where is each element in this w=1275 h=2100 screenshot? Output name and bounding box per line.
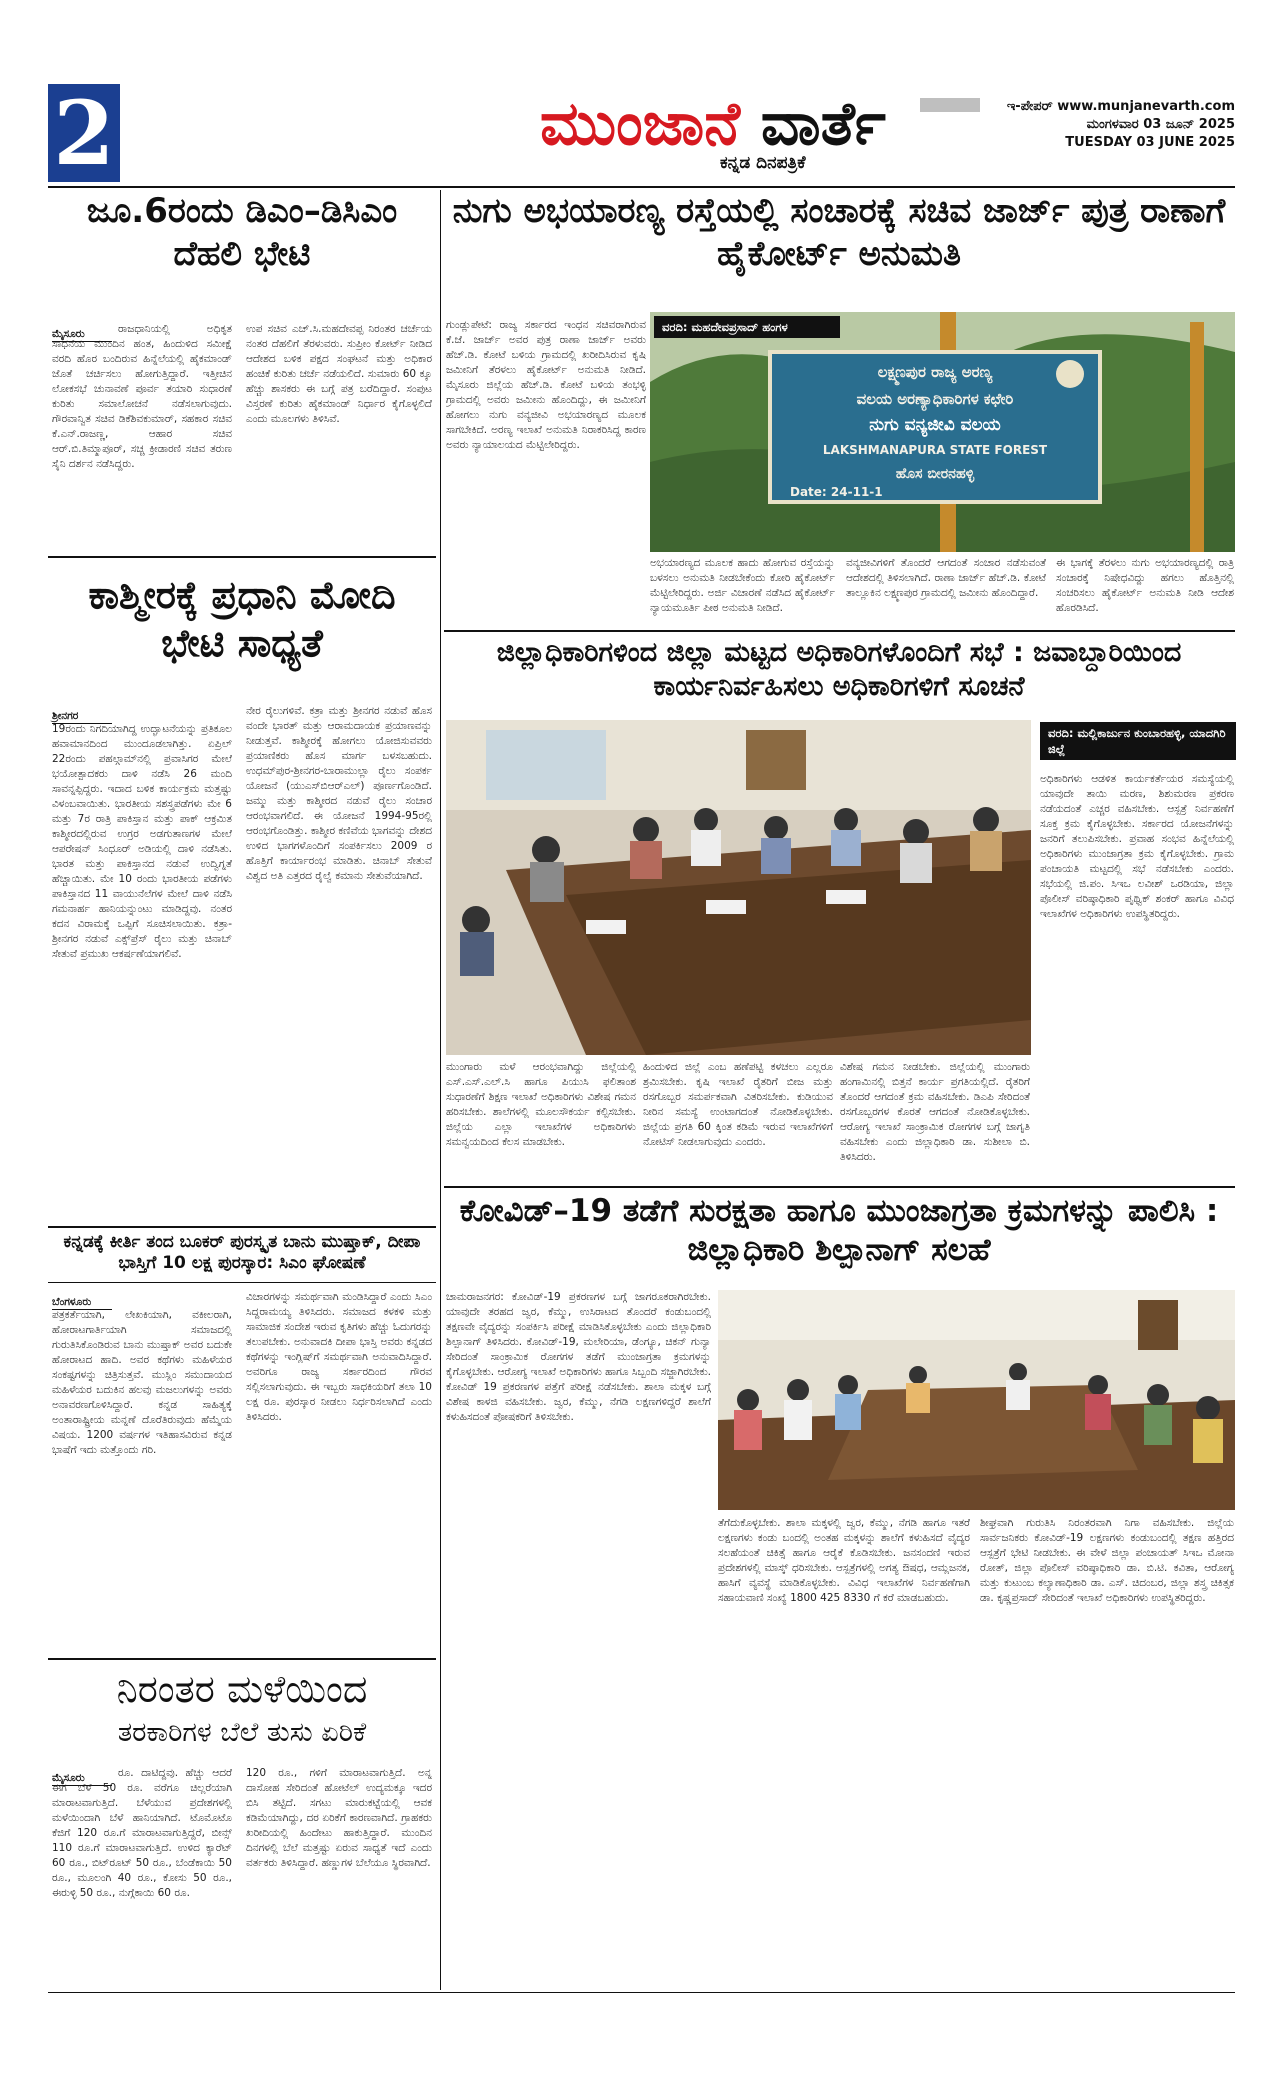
nugu-body-col-c: ವನ್ಯಜೀವಿಗಳಿಗೆ ತೊಂದರೆ ಆಗದಂತೆ ಸಂಚಾರ ನಡೆಸುವಂತೆ ಆದೇಶದಲ್ಲಿ ತಿಳಿಸಲಾಗಿದೆ. ರಾಣಾ ಜಾರ್ಜ್ ಹೆಚ್.ಡಿ. ಕೋಟೆ ತಾಲ್ಲೂಕಿನ ಲಕ್ಷ್ಮಣಪುರ ಗ್ರಾಮದಲ್ಲಿ ಜಮೀನು ಹೊಂದಿದ್ದಾರೆ. (846, 557, 1046, 599)
delhi-headline: ಜೂ.6ರಂದು ಡಿಎಂ–ಡಿಸಿಎಂ ದೆಹಲಿ ಭೇಟಿ (86, 191, 398, 274)
column-divider (440, 190, 441, 1990)
award-dateline: ಬೆಂಗಳೂರು (52, 1290, 112, 1310)
sign-line-5: ಹೊಸ ಬೀರನಹಳ್ಳಿ (895, 466, 975, 482)
delhi-body-col1: ರಾಜಧಾನಿಯಲ್ಲಿ ಅಧಿಕೃತ ಸಾಧನೆಯ ಮುಂದಿನ ಹಂತ, ಹಿಂದುಳಿದ ಸಮೀಕ್ಷೆ ವರದಿ ಹೊರ ಬಂದಿರುವ ಹಿನ್ನೆಲೆಯಲ್ಲಿ ಹೈಕಮಾಂಡ್ ಜೊತೆ ಚರ್ಚಿಸಲು ಹೋಗುತ್ತಿದ್ದಾರೆ. ಇತ್ತೀಚಿನ ಲೋಕಸಭೆ ಚುನಾವಣೆ ಪೂರ್ವ ತಯಾರಿ ಸುಧಾರಣೆ ಕುರಿತು ಸಮಾಲೋಚನೆ ನಡೆಸಲಾಗುವುದು. ಗೌರವಾನ್ವಿತ ಸಚಿವ ಡಿಕೆಶಿವಕುಮಾರ್, ಸಹಕಾರ ಸಚಿವ ಕೆ.ಎನ್.ರಾಜಣ್ಣ, ಆಹಾರ ಸಚಿವ ಆರ್.ಬಿ.ತಿಮ್ಮಾಪೂರ್, ಸಚ್ಚ ಕ್ರೀಡಾರಣಿ ಸಚಿವ ತರುಣ ಸೈನಿ ದರ್ಶನ ನಡೆಸಿದ್ದರು. (52, 323, 232, 470)
date-kannada: ಮಂಗಳವಾರ 03 ಜೂನ್ 2025 (1086, 117, 1235, 132)
section-divider (48, 1282, 436, 1283)
section-divider (48, 1658, 436, 1660)
sign-line-4: LAKSHMANAPURA STATE FOREST (822, 443, 1048, 457)
kashmir-dateline: ಶ್ರೀನಗರ (52, 704, 112, 724)
covid-intro: ಚಾಮರಾಜನಗರ: ಕೋವಿಡ್-19 ಪ್ರಕರಣಗಳ ಬಗ್ಗೆ ಜಾಗರೂಕರಾಗಿರಬೇಕು. ಯಾವುದೇ ತರಹದ ಜ್ವರ, ಕೆಮ್ಮು, ಉಸಿರಾಟದ ತೊಂದರೆ ಕಂಡುಬಂದಲ್ಲಿ ತಕ್ಷಣವೇ ವೈದ್ಯರನ್ನು ಸಂಪರ್ಕಿಸಿ ಪರೀಕ್ಷೆ ಮಾಡಿಸಿಕೊಳ್ಳಬೇಕು ಎಂದು ಜಿಲ್ಲಾಧಿಕಾರಿ ಶಿಲ್ಪಾನಾಗ್ ತಿಳಿಸಿದರು. ಕೋವಿಡ್-19, ಮಲೇರಿಯಾ, ಡೆಂಗ್ಯೂ, ಚಿಕನ್ ಗುನ್ಯಾ ಸೇರಿದಂತೆ ಸಾಂಕ್ರಾಮಿಕ ರೋಗಗಳ ತಡೆಗೆ ಮುಂಜಾಗ್ರತಾ ಕ್ರಮಗಳನ್ನು ಕೈಗೊಳ್ಳಬೇಕು. ಆರೋಗ್ಯ ಇಲಾಖೆ ಅಧಿಕಾರಿಗಳು ಹಾಗೂ ಸಿಬ್ಬಂದಿ ಸಜ್ಜಾಗಿರಬೇಕು. ಕೋವಿಡ್ 19 ಪ್ರಕರಣಗಳ ಪತ್ತೆಗೆ ಪರೀಕ್ಷೆ ನಡೆಸಬೇಕು. ಶಾಲಾ ಮಕ್ಕಳ ಬಗ್ಗೆ ವಿಶೇಷ ಕಾಳಜಿ ವಹಿಸಬೇಕು. ಜ್ವರ, ಕೆಮ್ಮು, ನೆಗಡಿ ಲಕ್ಷಣಗಳಿದ್ದರೆ ಶಾಲೆಗೆ ಕಳುಹಿಸದಂತೆ ಪೋಷಕರಿಗೆ ತಿಳಿಸಬೇಕು. (446, 1291, 711, 1423)
epaper-url[interactable]: ಇ-ಪೇಪರ್ www.munjanevarth.com (1006, 99, 1235, 114)
nugu-body-col-b: ಅಭಯಾರಣ್ಯದ ಮೂಲಕ ಹಾದು ಹೋಗುವ ರಸ್ತೆಯನ್ನು ಬಳಸಲು ಅನುಮತಿ ನೀಡಬೇಕೆಂದು ಕೋರಿ ಹೈಕೋರ್ಟ್ ಮೆಟ್ಟಿಲೇರಿದ್ದರು. ಅರ್ಜಿ ವಿಚಾರಣೆ ನಡೆಸಿದ ಹೈಕೋರ್ಟ್ ನ್ಯಾಯಮೂರ್ತಿ ಪೀಠ ಅನುಮತಿ ನೀಡಿದೆ. (650, 557, 835, 614)
dc-meeting-body-col2: ಹಿಂದುಳಿದ ಜಿಲ್ಲೆ ಎಂಬ ಹಣೆಪಟ್ಟಿ ಕಳಚಲು ಎಲ್ಲರೂ ಶ್ರಮಿಸಬೇಕು. ಕೃಷಿ ಇಲಾಖೆ ರೈತರಿಗೆ ಬೀಜ ಮತ್ತು ರಸಗೊಬ್ಬರ ಸಮರ್ಪಕವಾಗಿ ವಿತರಿಸಬೇಕು. ಕುಡಿಯುವ ನೀರಿನ ಸಮಸ್ಯೆ ಉಂಟಾಗದಂತೆ ನೋಡಿಕೊಳ್ಳಬೇಕು. ಜಿಲ್ಲೆಯ ಪ್ರಗತಿ 60 ಕ್ಕಿಂತ ಕಡಿಮೆ ಇರುವ ಇಲಾಖೆಗಳಿಗೆ ನೋಟಿಸ್ ನೀಡಲಾಗುವುದು ಎಂದರು. (643, 1061, 833, 1148)
kashmir-headline: ಕಾಶ್ಮೀರಕ್ಕೆ ಪ್ರಧಾನಿ ಮೋದಿ ಭೇಟಿ ಸಾಧ್ಯತೆ (88, 573, 396, 665)
dc-meeting-reporter-badge: ವರದಿ: ಮಲ್ಲಿಕಾರ್ಜುನ ಕುಂಬಾರಹಳ್ಳಿ, ಯಾದಗಿರಿ ಜಿಲ್ಲೆ (1040, 722, 1236, 760)
nugu-reporter-badge: ವರದಿ: ಮಹದೇವಪ್ರಸಾದ್ ಹಂಗಳ (654, 316, 840, 338)
section-divider (48, 556, 436, 558)
footer-divider (48, 1992, 1235, 1993)
delhi-dateline: ಮೈಸೂರು (52, 322, 112, 342)
nugu-photo (650, 312, 1235, 552)
covid-body-col2: ಶೀಘ್ರವಾಗಿ ಗುರುತಿಸಿ ನಿರಂತರವಾಗಿ ನಿಗಾ ವಹಿಸಬೇಕು. ಜಿಲ್ಲೆಯ ಸಾರ್ವಜನಿಕರು ಕೋವಿಡ್-19 ಲಕ್ಷಣಗಳು ಕಂಡುಬಂದಲ್ಲಿ ತಕ್ಷಣ ಹತ್ತಿರದ ಆಸ್ಪತ್ರೆಗೆ ಭೇಟಿ ನೀಡಬೇಕು. ಈ ವೇಳೆ ಜಿಲ್ಲಾ ಪಂಚಾಯತ್ ಸಿಇಒ ಮೋನಾ ರೋತ್, ಜಿಲ್ಲಾ ಪೊಲೀಸ್ ವರಿಷ್ಠಾಧಿಕಾರಿ ಡಾ. ಬಿ.ಟಿ. ಕವಿತಾ, ಆರೋಗ್ಯ ಮತ್ತು ಕುಟುಂಬ ಕಲ್ಯಾಣಾಧಿಕಾರಿ ಡಾ. ಎಸ್. ಚಿದಂಬರ, ಜಿಲ್ಲಾ ಶಸ್ತ್ರ ಚಿಕಿತ್ಸಕ ಡಾ. ಕೃಷ್ಣಪ್ರಸಾದ್ ಸೇರಿದಂತೆ ಇಲಾಖೆ ಅಧಿಕಾರಿಗಳು ಉಪಸ್ಥಿತರಿದ್ದರು. (980, 1517, 1234, 1604)
dc-meeting-side-text: ಅಧಿಕಾರಿಗಳು ಆಡಳಿತ ಕಾರ್ಯಕರ್ತೆಯರ ಸಮಸ್ಯೆಯಲ್ಲಿ ಯಾವುದೇ ತಾಯಿ ಮರಣ, ಶಿಶುಮರಣ ಪ್ರಕರಣ ನಡೆಯದಂತೆ ಎಚ್ಚರ ವಹಿಸಬೇಕು. ಆಸ್ಪತ್ರೆ ನಿರ್ವಹಣೆಗೆ ಸೂಕ್ತ ಕ್ರಮ ಕೈಗೊಳ್ಳಬೇಕು. ಸರ್ಕಾರದ ಯೋಜನೆಗಳನ್ನು ಜನರಿಗೆ ತಲುಪಿಸಬೇಕು. ಪ್ರವಾಹ ಸಂಭವ ಹಿನ್ನೆಲೆಯಲ್ಲಿ ಅಧಿಕಾರಿಗಳು ಮುಂಜಾಗ್ರತಾ ಕ್ರಮ ಕೈಗೊಳ್ಳಬೇಕು. ಗ್ರಾಮ ಪಂಚಾಯತಿ ಮಟ್ಟದಲ್ಲಿ ಸಭೆ ನಡೆಸಬೇಕು ಎಂದರು. ಸಭೆಯಲ್ಲಿ ಜಿ.ಪಂ. ಸಿಇಒ ಲವೀಶ್ ಒರಡಿಯಾ, ಜಿಲ್ಲಾ ಪೊಲೀಸ್ ವರಿಷ್ಠಾಧಿಕಾರಿ ಪೃಥ್ವಿಕ್ ಶಂಕರ್ ಹಾಗೂ ವಿವಿಧ ಇಲಾಖೆಗಳ ಅಧಿಕಾರಿಗಳು ಉಪಸ್ಥಿತರಿದ್ದರು. (1040, 773, 1234, 920)
sign-date: Date: 24-11-1 (790, 485, 883, 499)
covid-body-col1: ತೆಗೆದುಕೊಳ್ಳಬೇಕು. ಶಾಲಾ ಮಕ್ಕಳಲ್ಲಿ ಜ್ವರ, ಕೆಮ್ಮು, ನೆಗಡಿ ಹಾಗೂ ಇತರೆ ಲಕ್ಷಣಗಳು ಕಂಡು ಬಂದಲ್ಲಿ ಅಂತಹ ಮಕ್ಕಳನ್ನು ಶಾಲೆಗೆ ಕಳುಹಿಸದೆ ವೈದ್ಯರ ಸಲಹೆಯಂತೆ ಚಿಕಿತ್ಸೆ ಹಾಗೂ ಆರೈಕೆ ಕೊಡಿಸಬೇಕು. ಜನಸಂದಣಿ ಇರುವ ಪ್ರದೇಶಗಳಲ್ಲಿ ಮಾಸ್ಕ್ ಧರಿಸಬೇಕು. ಆಸ್ಪತ್ರೆಗಳಲ್ಲಿ ಅಗತ್ಯ ಔಷಧ, ಆಮ್ಲಜನಕ, ಹಾಸಿಗೆ ವ್ಯವಸ್ಥೆ ಮಾಡಿಕೊಳ್ಳಬೇಕು. ವಿವಿಧ ಇಲಾಖೆಗಳ ನಿರ್ವಹಣೆಗಾಗಿ ಸಹಾಯವಾಣಿ ಸಂಖ್ಯೆ 1800 425 8330 ಗೆ ಕರೆ ಮಾಡಬಹುದು. (718, 1517, 970, 1604)
dc-meeting-body-col1: ಮುಂಗಾರು ಮಳೆ ಆರಂಭವಾಗಿದ್ದು ಜಿಲ್ಲೆಯಲ್ಲಿ ಎಸ್.ಎಸ್.ಎಲ್.ಸಿ ಹಾಗೂ ಪಿಯುಸಿ ಫಲಿತಾಂಶ ಸುಧಾರಣೆಗೆ ಶಿಕ್ಷಣ ಇಲಾಖೆ ಅಧಿಕಾರಿಗಳು ವಿಶೇಷ ಗಮನ ಹರಿಸಬೇಕು. ಶಾಲೆಗಳಲ್ಲಿ ಮೂಲಸೌಕರ್ಯ ಕಲ್ಪಿಸಬೇಕು. ಜಿಲ್ಲೆಯ ಎಲ್ಲಾ ಇಲಾಖೆಗಳ ಅಧಿಕಾರಿಗಳು ಸಮನ್ವಯದಿಂದ ಕೆಲಸ ಮಾಡಬೇಕು. (446, 1061, 636, 1148)
page-number: 2 (48, 84, 120, 182)
masthead-right (920, 98, 1235, 152)
logo-part-1: ಮುಂಜಾನೆ (540, 89, 740, 159)
rain-headline-line1: ನಿರಂತರ ಮಳೆಯಿಂದ (116, 1667, 368, 1711)
sign-line-2: ವಲಯ ಅರಣ್ಯಾಧಿಕಾರಿಗಳ ಕಛೇರಿ (856, 390, 1014, 408)
award-body-col1: ಪತ್ರಕರ್ತೆಯಾಗಿ, ಲೇಖಕಿಯಾಗಿ, ವಕೀಲರಾಗಿ, ಹೋರಾಟಗಾರ್ತಿಯಾಗಿ ಸಮಾಜದಲ್ಲಿ ಗುರುತಿಸಿಕೊಂಡಿರುವ ಬಾನು ಮುಷ್ತಾಕ್ ಅವರ ಬದುಕೇ ಹೋರಾಟದ ಹಾದಿ. ಅವರ ಕಥೆಗಳು ಮಹಿಳೆಯರ ಸಂಕಷ್ಟಗಳನ್ನು ಚಿತ್ರಿಸುತ್ತವೆ. ಮುಸ್ಲಿಂ ಸಮುದಾಯದ ಮಹಿಳೆಯರ ಬದುಕಿನ ಹಲವು ಮಜಲುಗಳನ್ನು ಅವರು ಅನಾವರಣಗೊಳಿಸಿದ್ದಾರೆ. ಕನ್ನಡ ಸಾಹಿತ್ಯಕ್ಕೆ ಅಂತಾರಾಷ್ಟ್ರೀಯ ಮನ್ನಣೆ ದೊರೆತಿರುವುದು ಹೆಮ್ಮೆಯ ವಿಷಯ. 1200 ವರ್ಷಗಳ ಇತಿಹಾಸವಿರುವ ಕನ್ನಡ ಭಾಷೆಗೆ ಇದು ಮತ್ತೊಂದು ಗರಿ. (52, 1309, 232, 1456)
sign-line-3: ನುಗು ವನ್ಯಜೀವಿ ವಲಯ (869, 415, 1001, 435)
section-divider (444, 630, 1235, 632)
date-english: TUESDAY 03 JUNE 2025 (1065, 135, 1235, 150)
covid-headline: ಕೋವಿಡ್–19 ತಡೆಗೆ ಸುರಕ್ಷತಾ ಹಾಗೂ ಮುಂಜಾಗ್ರತಾ ಕ್ರಮಗಳನ್ನು ಪಾಲಿಸಿ : ಜಿಲ್ಲಾಧಿಕಾರಿ ಶಿಲ್ಪಾನಾಗ್ ಸಲಹೆ (459, 1193, 1219, 1268)
nugu-intro: ಗುಂಡ್ಲುಪೇಟೆ: ರಾಜ್ಯ ಸರ್ಕಾರದ ಇಂಧನ ಸಚಿವರಾಗಿರುವ ಕೆ.ಜೆ. ಜಾರ್ಜ್ ಅವರ ಪುತ್ರ ರಾಣಾ ಜಾರ್ಜ್ ಅವರು ಹೆಚ್.ಡಿ. ಕೋಟೆ ಬಳಿಯ ಗ್ರಾಮದಲ್ಲಿ ಖರೀದಿಸಿರುವ ಕೃಷಿ ಜಮೀನಿಗೆ ತೆರಳಲು ಹೈಕೋರ್ಟ್ ಅನುಮತಿ ನೀಡಿದೆ. ಮೈಸೂರು ಜಿಲ್ಲೆಯ ಹೆಚ್.ಡಿ. ಕೋಟೆ ಬಳಿಯ ತಂಭಳ್ಳಿ ಗ್ರಾಮದಲ್ಲಿ ಅವರು ಜಮೀನು ಹೊಂದಿದ್ದು, ಈ ಜಮೀನಿಗೆ ಹೋಗಲು ನುಗು ವನ್ಯಜೀವಿ ಅಭಯಾರಣ್ಯದ ಮೂಲಕ ಸಾಗಬೇಕಿದೆ. ಅರಣ್ಯ ಇಲಾಖೆ ಅನುಮತಿ ನಿರಾಕರಿಸಿದ್ದ ಕಾರಣ ಅವರು ನ್ಯಾಯಾಲಯದ ಮೆಟ್ಟಿಲೇರಿದ್ದರು. (446, 319, 646, 451)
masthead-rule (920, 98, 980, 112)
section-divider (444, 1186, 1235, 1188)
masthead-subtitle: ಕನ್ನಡ ದಿನಪತ್ರಿಕೆ (720, 153, 806, 173)
section-divider (48, 1226, 436, 1228)
covid-photo (718, 1290, 1235, 1510)
masthead-logo (540, 89, 886, 159)
dc-meeting-body-col3: ವಿಶೇಷ ಗಮನ ನೀಡಬೇಕು. ಜಿಲ್ಲೆಯಲ್ಲಿ ಮುಂಗಾರು ಹಂಗಾಮಿನಲ್ಲಿ ಬಿತ್ತನೆ ಕಾರ್ಯ ಪ್ರಗತಿಯಲ್ಲಿದೆ. ರೈತರಿಗೆ ತೊಂದರೆ ಆಗದಂತೆ ಕ್ರಮ ವಹಿಸಬೇಕು. ಡಿಎಪಿ ಸೇರಿದಂತೆ ರಸಗೊಬ್ಬರಗಳ ಕೊರತೆ ಆಗದಂತೆ ನೋಡಿಕೊಳ್ಳಬೇಕು. ಆರೋಗ್ಯ ಇಲಾಖೆ ಸಾಂಕ್ರಾಮಿಕ ರೋಗಗಳ ಬಗ್ಗೆ ಜಾಗೃತಿ ವಹಿಸಬೇಕು ಎಂದು ಜಿಲ್ಲಾಧಿಕಾರಿ ಡಾ. ಸುಶೀಲಾ ಬಿ. ತಿಳಿಸಿದರು. (840, 1061, 1030, 1163)
kashmir-body-col2: ನೇರ ರೈಲುಗಳಿವೆ. ಕತ್ರಾ ಮತ್ತು ಶ್ರೀನಗರ ನಡುವೆ ಹೊಸ ವಂದೇ ಭಾರತ್ ಮತ್ತು ಆರಾಮದಾಯಕ ಪ್ರಯಾಣವನ್ನು ನೀಡುತ್ತವೆ. ಕಾಶ್ಮೀರಕ್ಕೆ ಹೋಗಲು ಯೋಜಿಸುವವರು ಪ್ರಯಾಣಿಕರು ಹೊಸ ಮಾರ್ಗ ಬಳಸಬಹುದು. ಉಧಮ್‌ಪುರ-ಶ್ರೀನಗರ-ಬಾರಾಮುಲ್ಲಾ ರೈಲು ಸಂಪರ್ಕ ಯೋಜನೆ (ಯುಎಸ್‌ಬಿಆರ್‌ಎಲ್) ಪೂರ್ಣಗೊಂಡಿದೆ. ಜಮ್ಮು ಮತ್ತು ಕಾಶ್ಮೀರದ ನಡುವೆ ರೈಲು ಸಂಚಾರ ಆರಂಭವಾಗಲಿದೆ. ಈ ಯೋಜನೆ 1994-95ರಲ್ಲಿ ಆರಂಭಗೊಂಡಿತ್ತು. ಕಾಶ್ಮೀರ ಕಣಿವೆಯ ಭಾಗವನ್ನು ದೇಶದ ಉಳಿದ ಭಾಗಗಳೊಂದಿಗೆ ಸಂಪರ್ಕಿಸಲು 2009 ರ ಹೊತ್ತಿಗೆ ಕಾರ್ಯಾರಂಭ ಮಾಡಿತು. ಚಿನಾಬ್ ಸೇತುವೆ ವಿಶ್ವದ ಅತಿ ಎತ್ತರದ ರೈಲ್ವೆ ಕಮಾನು ಸೇತುವೆಯಾಗಿದೆ. (246, 705, 432, 882)
award-headline: ಕನ್ನಡಕ್ಕೆ ಕೀರ್ತಿ ತಂದ ಬೂಕರ್ ಪುರಸ್ಕೃತ ಬಾನು ಮುಷ್ತಾಕ್, ದೀಪಾ ಭಾಸ್ತಿಗೆ 10 ಲಕ್ಷ ಪುರಸ್ಕಾರ: ಸಿಎಂ ಘೋಷಣೆ (63, 1232, 421, 1274)
nugu-body-col-d: ಈ ಭಾಗಕ್ಕೆ ತೆರಳಲು ನುಗು ಅಭಯಾರಣ್ಯದಲ್ಲಿ ರಾತ್ರಿ ಸಂಚಾರಕ್ಕೆ ನಿಷೇಧವಿದ್ದು ಹಗಲು ಹೊತ್ತಿನಲ್ಲಿ ಸಂಚರಿಸಲು ಹೈಕೋರ್ಟ್ ಅನುಮತಿ ನೀಡಿ ಆದೇಶ ಹೊರಡಿಸಿದೆ. (1056, 557, 1234, 614)
sign-line-1: ಲಕ್ಷ್ಮಣಪುರ ರಾಜ್ಯ ಅರಣ್ಯ (877, 363, 993, 381)
rain-headline-line2: ತರಕಾರಿಗಳ ಬೆಲೆ ತುಸು ಏರಿಕೆ (117, 1717, 367, 1748)
dc-meeting-photo (446, 720, 1031, 1055)
dc-meeting-headline: ಜಿಲ್ಲಾಧಿಕಾರಿಗಳಿಂದ ಜಿಲ್ಲಾ ಮಟ್ಟದ ಅಧಿಕಾರಿಗಳೊಂದಿಗೆ ಸಭೆ : ಜವಾಬ್ದಾರಿಯಿಂದ ಕಾರ್ಯನಿರ್ವಹಿಸಲು ಅಧಿಕಾರಿಗಳಿಗೆ ಸೂಚನೆ (496, 637, 1182, 702)
logo-part-2: ವಾರ್ತೆ (760, 89, 886, 159)
header-divider (48, 186, 1235, 188)
rain-dateline: ಮೈಸೂರು (52, 1766, 112, 1786)
kashmir-body-col1: 19ರಂದು ನಿಗದಿಯಾಗಿದ್ದ ಉದ್ಘಾಟನೆಯನ್ನು ಪ್ರತಿಕೂಲ ಹವಾಮಾನದಿಂದ ಮುಂದೂಡಲಾಗಿತ್ತು. ಏಪ್ರಿಲ್ 22ರಂದು ಪಹಲ್ಗಾಮ್‌ನಲ್ಲಿ ಪ್ರವಾಸಿಗರ ಮೇಲೆ ಭಯೋತ್ಪಾದಕರು ದಾಳಿ ನಡೆಸಿ 26 ಮಂದಿ ಸಾವನ್ನಪ್ಪಿದ್ದರು. ಇದಾದ ಬಳಿಕ ಕಾರ್ಯಕ್ರಮ ಮತ್ತಷ್ಟು ವಿಳಂಬವಾಯಿತು. ಭಾರತೀಯ ಸಶಸ್ತ್ರಪಡೆಗಳು ಮೇ 6 ಮತ್ತು 7ರ ರಾತ್ರಿ ಪಾಕಿಸ್ತಾನ ಮತ್ತು ಪಾಕ್ ಆಕ್ರಮಿತ ಕಾಶ್ಮೀರದಲ್ಲಿರುವ ಉಗ್ರರ ಅಡಗುತಾಣಗಳ ಮೇಲೆ ಆಪರೇಷನ್ ಸಿಂಧೂರ್ ಅಡಿಯಲ್ಲಿ ದಾಳಿ ನಡೆಸಿತು. ಭಾರತ ಮತ್ತು ಪಾಕಿಸ್ತಾನದ ನಡುವೆ ಉದ್ವಿಗ್ನತೆ ಹೆಚ್ಚಾಯಿತು. ಮೇ 10 ರಂದು ಭಾರತೀಯ ಪಡೆಗಳು ಪಾಕಿಸ್ತಾನದ 11 ವಾಯುನೆಲೆಗಳ ಮೇಲೆ ದಾಳಿ ನಡೆಸಿ ಗಮನಾರ್ಹ ಹಾನಿಯನ್ನುಂಟು ಮಾಡಿದ್ದವು. ನಂತರ ಕದನ ವಿರಾಮಕ್ಕೆ ಒಪ್ಪಿಗೆ ಸೂಚಿಸಲಾಯಿತು. ಕತ್ರಾ-ಶ್ರೀನಗರ ನಡುವೆ ಎಕ್ಸ್‌ಪ್ರೆಸ್ ರೈಲು ಮತ್ತು ಚಿನಾಬ್ ಸೇತುವೆ ಪ್ರಮುಖ ಆಕರ್ಷಣೆಯಾಗಲಿವೆ. (52, 723, 232, 960)
nugu-headline: ನುಗು ಅಭಯಾರಣ್ಯ ರಸ್ತೆಯಲ್ಲಿ ಸಂಚಾರಕ್ಕೆ ಸಚಿವ ಜಾರ್ಜ್ ಪುತ್ರ ರಾಣಾಗೆ ಹೈಕೋರ್ಟ್ ಅನುಮತಿ (452, 191, 1226, 274)
delhi-body-col2: ಉಪ ಸಚಿವ ಎಚ್.ಸಿ.ಮಹದೇವಪ್ಪ ನಿರಂತರ ಚರ್ಚೆಯ ನಂತರ ದೆಹಲಿಗೆ ತೆರಳುವರು. ಸುಪ್ರೀಂ ಕೋರ್ಟ್ ನೀಡಿದ ಆದೇಶದ ಬಳಿಕ ಪಕ್ಷದ ಸಂಘಟನೆ ಮತ್ತು ಅಧಿಕಾರ ಹಂಚಿಕೆ ಕುರಿತು ಚರ್ಚೆ ನಡೆಯಲಿದೆ. ಸುಮಾರು 60 ಕ್ಕೂ ಹೆಚ್ಚು ಶಾಸಕರು ಈ ಬಗ್ಗೆ ಪತ್ರ ಬರೆದಿದ್ದಾರೆ. ಸಂಪುಟ ವಿಸ್ತರಣೆ ಕುರಿತು ಹೈಕಮಾಂಡ್ ನಿರ್ಧಾರ ಕೈಗೊಳ್ಳಲಿದೆ ಎಂದು ಮೂಲಗಳು ತಿಳಿಸಿವೆ. (246, 323, 432, 425)
rain-body-col1: ರೂ. ದಾಟಿದ್ದವು. ಹೆಚ್ಚು ಆದರೆ ಈಗ ಬೆಳೆ 50 ರೂ. ವರೆಗೂ ಚಿಲ್ಲರೆಯಾಗಿ ಮಾರಾಟವಾಗುತ್ತಿದೆ. ಬೆಳೆಯುವ ಪ್ರದೇಶಗಳಲ್ಲಿ ಮಳೆಯಿಂದಾಗಿ ಬೆಳೆ ಹಾನಿಯಾಗಿದೆ. ಟೊಮೊಟೊ ಕೆಜಿಗೆ 120 ರೂ.ಗೆ ಮಾರಾಟವಾಗುತ್ತಿದ್ದರೆ, ಬೀನ್ಸ್ 110 ರೂ.ಗೆ ಮಾರಾಟವಾಗುತ್ತಿದೆ. ಉಳಿದ ಕ್ಯಾರೆಟ್ 60 ರೂ., ಬಿಟ್‌ರೂಟ್ 50 ರೂ., ಬೆಂಡೆಕಾಯಿ 50 ರೂ., ಮೂಲಂಗಿ 40 ರೂ., ಕೋಸು 50 ರೂ., ಈರುಳ್ಳಿ 50 ರೂ., ನುಗ್ಗೆಕಾಯಿ 60 ರೂ. (52, 1767, 232, 1899)
award-body-col2: ವಿಚಾರಗಳನ್ನು ಸಮರ್ಥವಾಗಿ ಮಂಡಿಸಿದ್ದಾರೆ ಎಂದು ಸಿಎಂ ಸಿದ್ದರಾಮಯ್ಯ ತಿಳಿಸಿದರು. ಸಮಾಜದ ಕಳಕಳಿ ಮತ್ತು ಸಾಮಾಜಿಕ ಸಂದೇಶ ಇರುವ ಕೃತಿಗಳು ಹೆಚ್ಚು ಓದುಗರನ್ನು ತಲುಪಬೇಕು. ಅನುವಾದಕಿ ದೀಪಾ ಭಾಸ್ತಿ ಅವರು ಕನ್ನಡದ ಕಥೆಗಳನ್ನು ಇಂಗ್ಲಿಷ್‌ಗೆ ಸಮರ್ಥವಾಗಿ ಅನುವಾದಿಸಿದ್ದಾರೆ. ಅವರಿಗೂ ರಾಜ್ಯ ಸರ್ಕಾರದಿಂದ ಗೌರವ ಸಲ್ಲಿಸಲಾಗುವುದು. ಈ ಇಬ್ಬರು ಸಾಧಕಿಯರಿಗೆ ತಲಾ 10 ಲಕ್ಷ ರೂ. ಪುರಸ್ಕಾರ ನೀಡಲು ನಿರ್ಧರಿಸಲಾಗಿದೆ ಎಂದು ತಿಳಿಸಿದರು. (246, 1291, 432, 1423)
rain-body-col2: 120 ರೂ., ಗಳಿಗೆ ಮಾರಾಟವಾಗುತ್ತಿದೆ. ಅನ್ನ ದಾಸೋಹ ಸೇರಿದಂತೆ ಹೋಟೆಲ್ ಉದ್ಯಮಕ್ಕೂ ಇದರ ಬಿಸಿ ತಟ್ಟಿದೆ. ಸಗಟು ಮಾರುಕಟ್ಟೆಯಲ್ಲಿ ಆವಕ ಕಡಿಮೆಯಾಗಿದ್ದು, ದರ ಏರಿಕೆಗೆ ಕಾರಣವಾಗಿದೆ. ಗ್ರಾಹಕರು ಖರೀದಿಯಲ್ಲಿ ಹಿಂದೇಟು ಹಾಕುತ್ತಿದ್ದಾರೆ. ಮುಂದಿನ ದಿನಗಳಲ್ಲಿ ಬೆಲೆ ಮತ್ತಷ್ಟು ಏರುವ ಸಾಧ್ಯತೆ ಇದೆ ಎಂದು ವರ್ತಕರು ತಿಳಿಸಿದ್ದಾರೆ. ಹಣ್ಣುಗಳ ಬೆಲೆಯೂ ಸ್ಥಿರವಾಗಿದೆ. (246, 1767, 432, 1869)
